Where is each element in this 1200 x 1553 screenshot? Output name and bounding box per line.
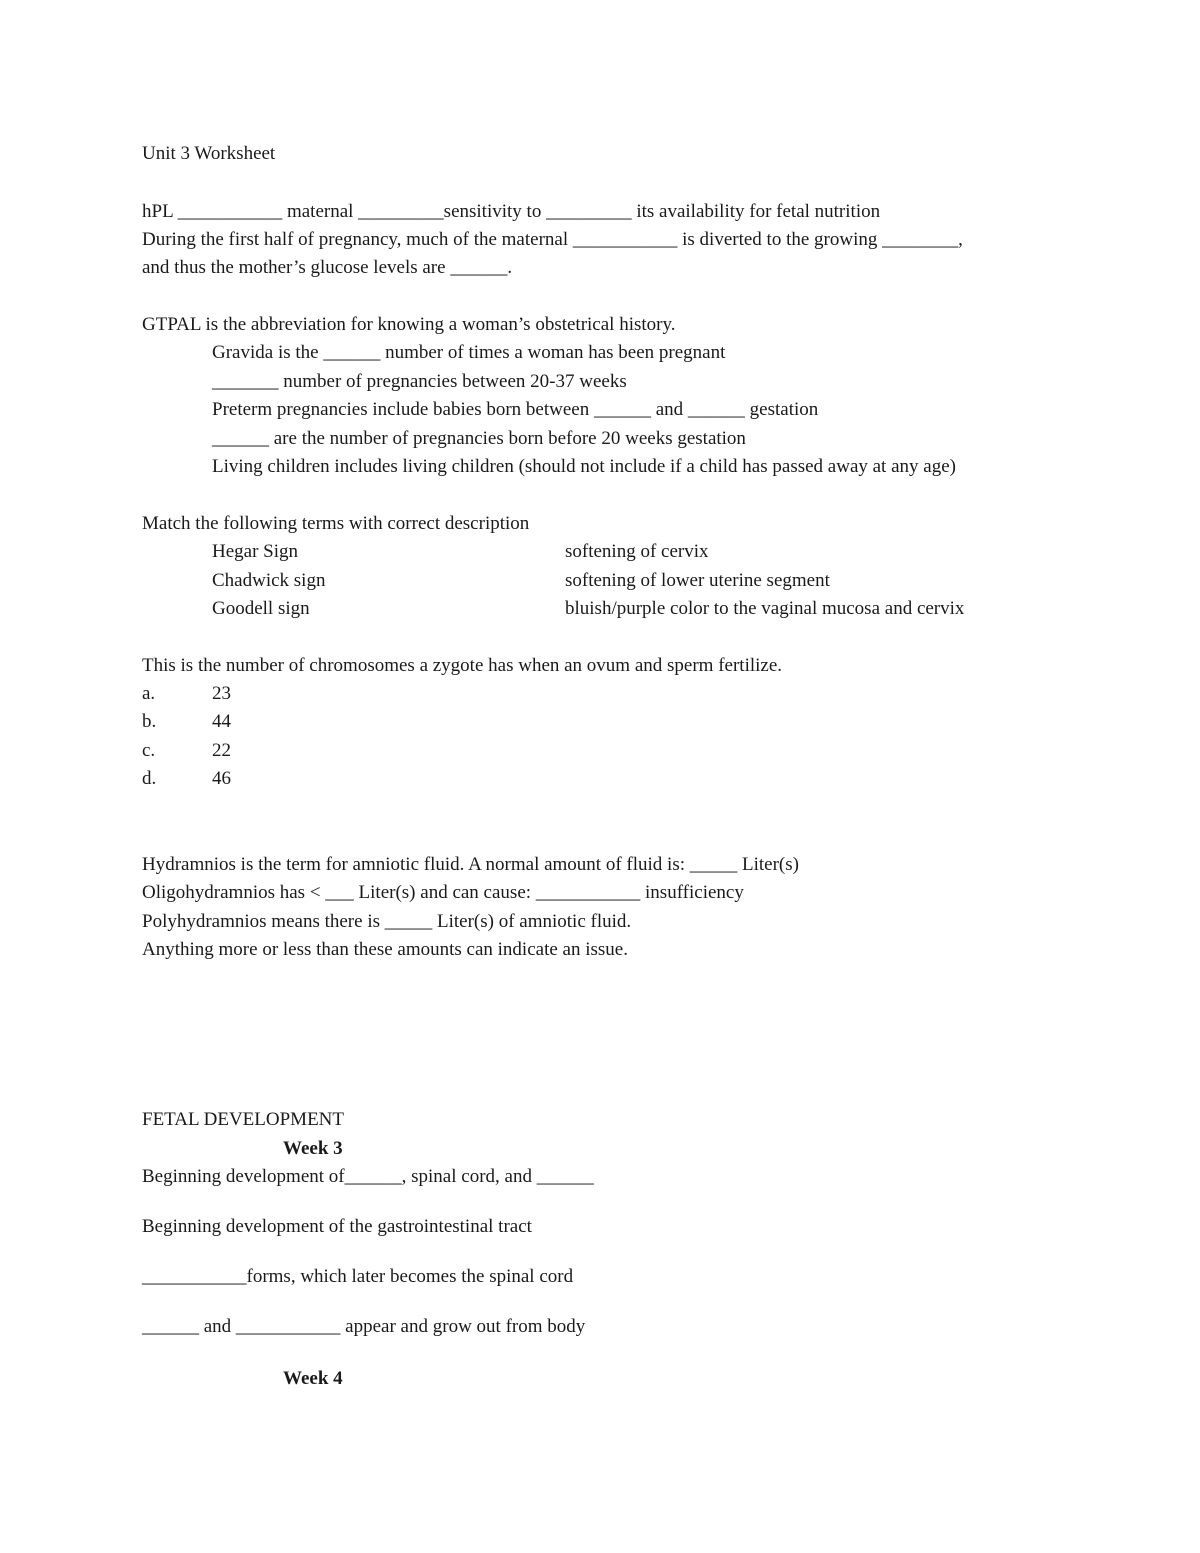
gtpal-intro: GTPAL is the abbreviation for knowing a woman’s obstetrical history.	[142, 314, 676, 335]
fluid-line: Hydramnios is the term for amniotic fluid. A normal amount of fluid is: _____ Liter(s)	[142, 854, 799, 875]
match-description: softening of cervix	[565, 541, 709, 562]
option-letter: c.	[142, 740, 156, 761]
option-letter: b.	[142, 711, 157, 732]
week-3-line: Beginning development of______, spinal cord, and ______	[142, 1166, 594, 1187]
gtpal-item-abortions: ______ are the number of pregnancies born before 20 weeks gestation	[212, 428, 746, 449]
hpl-line-2: During the first half of pregnancy, much of the maternal ___________ is diverted to the growing ________,	[142, 229, 963, 250]
match-term: Chadwick sign	[212, 570, 326, 591]
gtpal-item-term: _______ number of pregnancies between 20-37 weeks	[212, 371, 627, 392]
week-3-line: Beginning development of the gastrointestinal tract	[142, 1216, 532, 1237]
gtpal-item-living: Living children includes living children (should not include if a child has passed away at any age)	[212, 456, 956, 477]
hpl-line-3: and thus the mother’s glucose levels are ______.	[142, 257, 513, 278]
fluid-line: Anything more or less than these amounts can indicate an issue.	[142, 939, 628, 960]
gtpal-item-gravida: Gravida is the ______ number of times a woman has been pregnant	[212, 342, 726, 363]
option-value: 23	[212, 683, 231, 704]
gtpal-item-preterm: Preterm pregnancies include babies born between ______ and ______ gestation	[212, 399, 819, 420]
match-term: Goodell sign	[212, 598, 310, 619]
match-description: softening of lower uterine segment	[565, 570, 830, 591]
hpl-line-1: hPL ___________ maternal _________sensitivity to _________ its availability for fetal nutrition	[142, 201, 881, 222]
week-4-heading: Week 4	[283, 1368, 343, 1389]
fluid-line: Polyhydramnios means there is _____ Liter(s) of amniotic fluid.	[142, 911, 632, 932]
chromosome-question: This is the number of chromosomes a zygote has when an ovum and sperm fertilize.	[142, 655, 783, 676]
option-value: 44	[212, 711, 231, 732]
option-value: 46	[212, 768, 231, 789]
match-intro: Match the following terms with correct description	[142, 513, 530, 534]
week-3-heading: Week 3	[283, 1138, 343, 1159]
option-letter: d.	[142, 768, 157, 789]
option-letter: a.	[142, 683, 156, 704]
match-description: bluish/purple color to the vaginal mucosa and cervix	[565, 598, 965, 619]
option-value: 22	[212, 740, 231, 761]
worksheet-title: Unit 3 Worksheet	[142, 143, 276, 164]
week-3-line: ___________forms, which later becomes the spinal cord	[142, 1266, 574, 1287]
match-term: Hegar Sign	[212, 541, 299, 562]
fluid-line: Oligohydramnios has < ___ Liter(s) and can cause: ___________ insufficiency	[142, 882, 744, 903]
fetal-development-heading: FETAL DEVELOPMENT	[142, 1109, 345, 1130]
week-3-line: ______ and ___________ appear and grow out from body	[142, 1316, 586, 1337]
